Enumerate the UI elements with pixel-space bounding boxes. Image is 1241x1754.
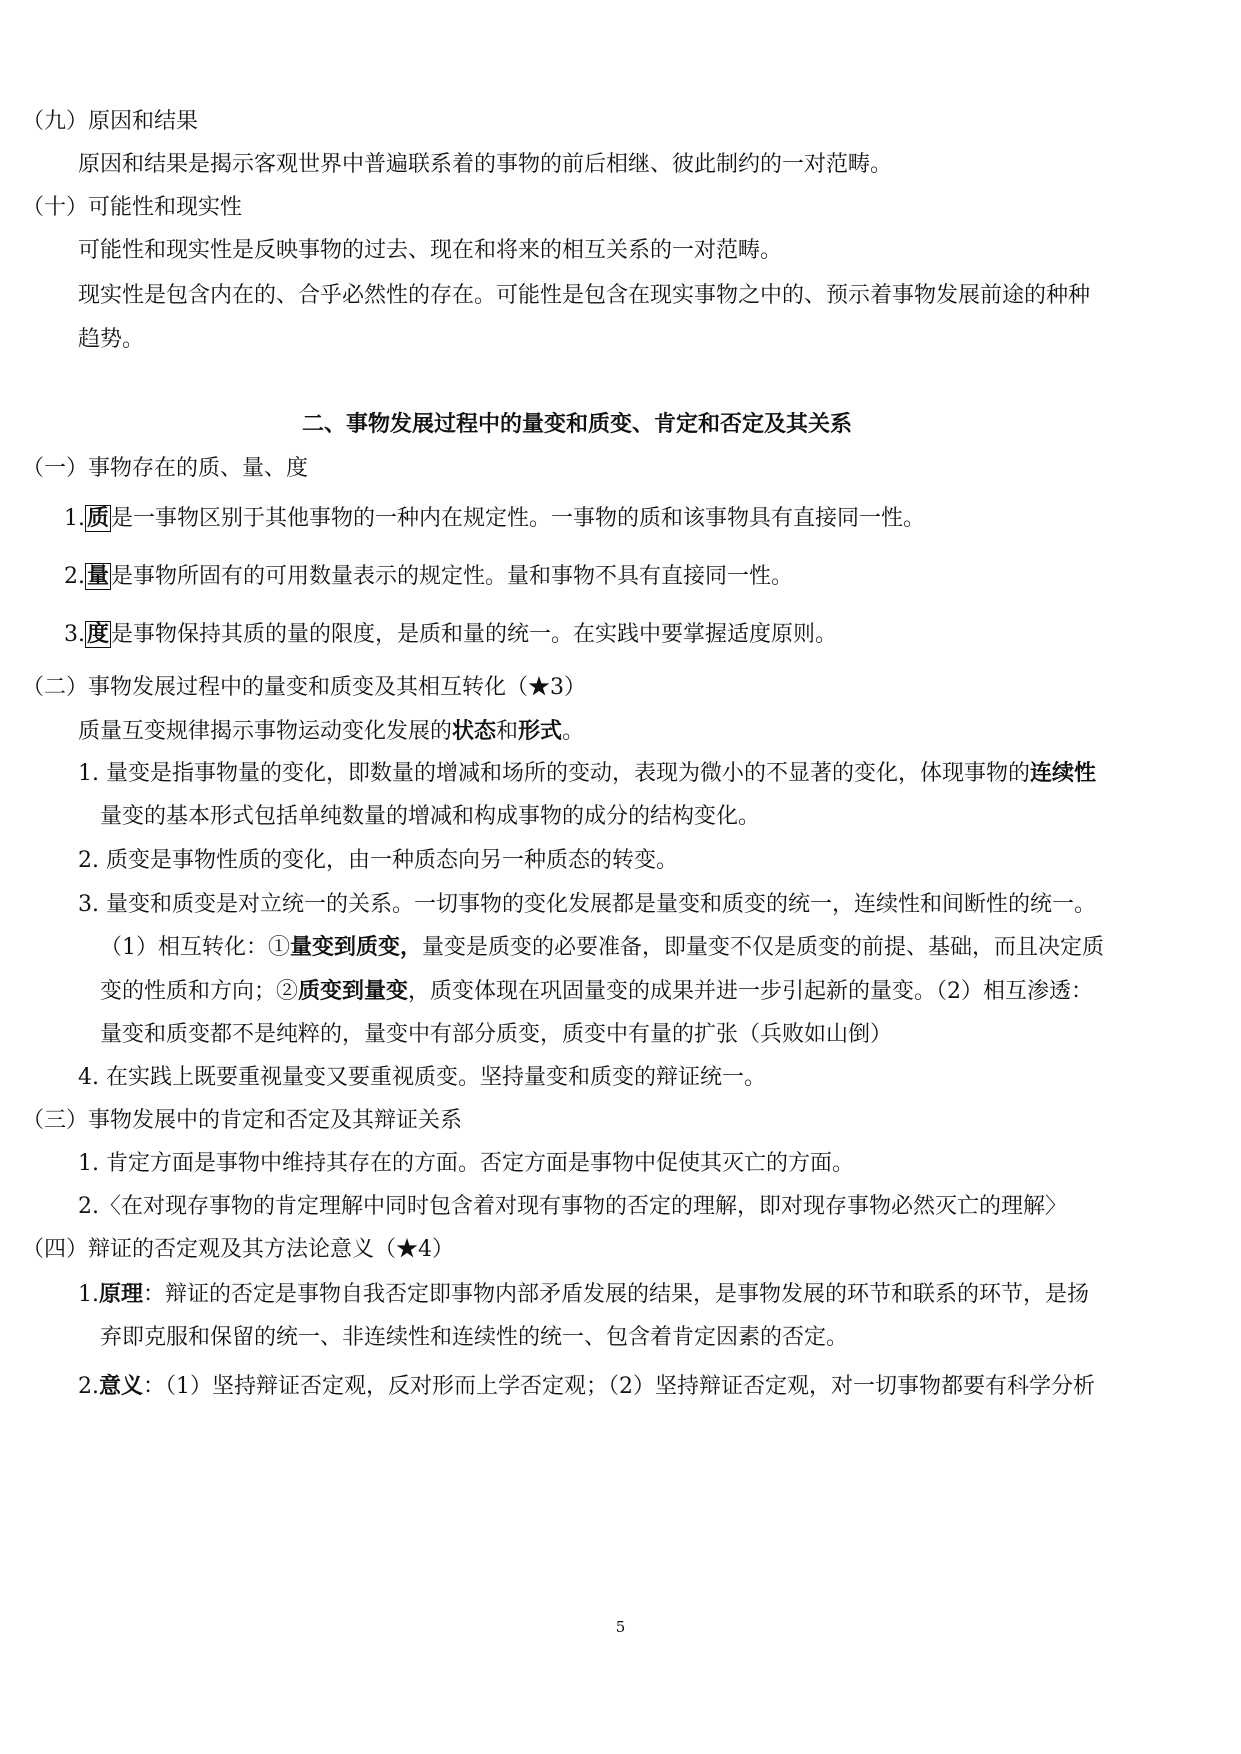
item-number: 1.	[64, 506, 85, 531]
text: 量变是质变的必要准备，即量变不仅是质变的前提、基础，而且决定质	[422, 935, 1105, 960]
section-heading-10: （十）可能性和现实性	[22, 195, 243, 220]
text: ：（1）坚持辩证否定观，反对形而上学否定观；（2）坚持辩证否定观，对一切事物都要有科学分析	[143, 1374, 1096, 1399]
boxed-term: 质	[87, 506, 110, 531]
text: 变的性质和方向；②	[100, 979, 299, 1004]
paragraph: 原因和结果是揭示客观世界中普遍联系着的事物的前后相继、彼此制约的一对范畴。	[78, 152, 893, 177]
item-text: 是一事物区别于其他事物的一种内在规定性。一事物的质和该事物具有直接同一性。	[111, 506, 926, 531]
item-number: 2.	[64, 564, 85, 589]
text: ：辩证的否定是事物自我否定即事物内部矛盾发展的结果，是事物发展的环节和联系的环节，是扬	[143, 1282, 1090, 1307]
list-item: 3. 量变和质变是对立统一的关系。一切事物的变化发展都是量变和质变的统一，连续性和间断性的统一。	[78, 892, 1096, 917]
section-heading-9: （九）原因和结果	[22, 109, 199, 134]
list-item: 2.〈在对现存事物的肯定理解中同时包含着对现有事物的否定的理解，即对现存事物必然灭亡的理解〉	[78, 1194, 1067, 1219]
section-heading-2: （二）事物发展过程中的量变和质变及其相互转化（★3）	[22, 675, 586, 700]
item-number: 2.	[78, 1374, 99, 1399]
item-text: 是事物保持其质的量的限度，是质和量的统一。在实践中要掌握适度原则。	[111, 622, 838, 647]
bold-term: 意义	[99, 1374, 144, 1399]
paragraph	[78, 717, 584, 747]
bold-term: 状态	[452, 719, 497, 744]
part-title: 二、事物发展过程中的量变和质变、肯定和否定及其关系	[302, 412, 853, 437]
bold-term: 原理	[99, 1282, 144, 1307]
bold-term: 形式	[518, 719, 563, 744]
section-heading-1: （一）事物存在的质、量、度	[22, 456, 309, 481]
list-item: 2. 质变是事物性质的变化，由一种质态向另一种质态的转变。	[78, 848, 678, 873]
section-heading-3: （三）事物发展中的肯定和否定及其辩证关系	[22, 1108, 463, 1133]
section-heading-4: （四）辩证的否定观及其方法论意义（★4）	[22, 1237, 454, 1262]
text: 质量互变规律揭示事物运动变化发展的	[78, 719, 453, 744]
list-item-continuation	[100, 933, 1104, 963]
item-text: 是事物所固有的可用数量表示的规定性。量和事物不具有直接同一性。	[111, 564, 794, 589]
paragraph: 可能性和现实性是反映事物的过去、现在和将来的相互关系的一对范畴。	[78, 238, 783, 263]
paragraph: 现实性是包含内在的、合乎必然性的存在。可能性是包含在现实事物之中的、预示着事物发展前途的种种	[78, 283, 1091, 308]
text: 和	[496, 719, 519, 744]
list-item	[78, 1372, 1095, 1402]
list-item-continuation: 量变的基本形式包括单纯数量的增减和构成事物的成分的结构变化。	[100, 804, 761, 829]
list-item: 1. 肯定方面是事物中维持其存在的方面。否定方面是事物中促使其灭亡的方面。	[78, 1151, 854, 1176]
paragraph-continuation: 趋势。	[78, 327, 145, 352]
item-number: 3.	[64, 622, 85, 647]
boxed-term: 量	[87, 564, 110, 589]
boxed-term: 度	[87, 622, 110, 647]
list-item-continuation: 量变和质变都不是纯粹的，量变中有部分质变，质变中有量的扩张（兵败如山倒）	[100, 1022, 893, 1047]
bold-term: 量变到质变，	[290, 935, 423, 960]
text: （1）相互转化：①	[100, 935, 290, 960]
list-item	[64, 504, 925, 534]
list-item	[78, 1280, 1089, 1310]
text: ，质变体现在巩固量变的成果并进一步引起新的量变。（2）相互渗透：	[408, 979, 1094, 1004]
page-number: 5	[615, 1618, 626, 1636]
list-item-continuation	[100, 977, 1093, 1007]
text: 。	[562, 719, 585, 744]
item-number: 1.	[78, 1282, 99, 1307]
list-item	[64, 562, 793, 592]
list-item	[78, 759, 1096, 789]
text: 1. 量变是指事物量的变化，即数量的增减和场所的变动，表现为微小的不显著的变化，体现事物的	[78, 761, 1030, 786]
bold-term: 质变到量变	[298, 979, 409, 1004]
list-item	[64, 620, 837, 650]
list-item: 4. 在实践上既要重视量变又要重视质变。坚持量变和质变的辩证统一。	[78, 1065, 766, 1090]
list-item-continuation: 弃即克服和保留的统一、非连续性和连续性的统一、包含着肯定因素的否定。	[100, 1325, 849, 1350]
bold-term: 连续性	[1030, 761, 1097, 786]
